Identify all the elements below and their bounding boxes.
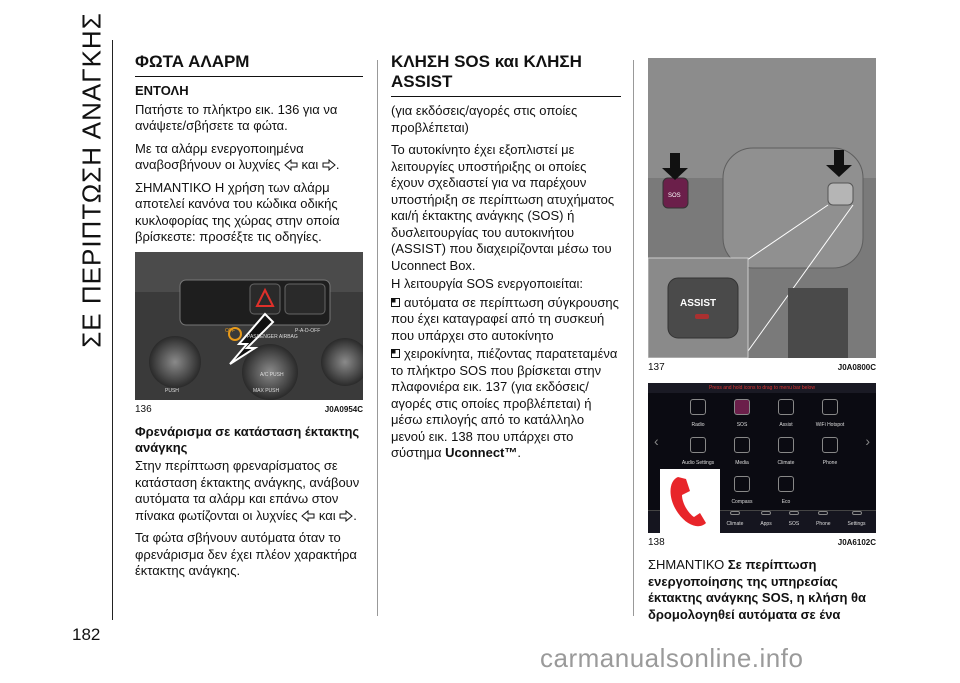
column-separator (633, 60, 634, 616)
off-label: OFF (225, 327, 235, 334)
menu-bar-item[interactable] (726, 511, 743, 533)
paragraph-indicators (135, 141, 363, 174)
app-tile[interactable] (764, 476, 808, 511)
ceiling-console-illustration (648, 58, 876, 358)
figure-code: J0A0800C (837, 363, 876, 372)
app-tile-label: Media (735, 460, 749, 466)
app-tile-label: SOS (736, 421, 748, 428)
chevron-left-icon[interactable]: ‹ (654, 432, 659, 449)
paragraph-press-button: Πατήστε το πλήκτρο εικ. 136 για να ανάψετε/σβήσετε τα φώτα. (135, 101, 338, 133)
right-arrow-indicator-icon (322, 159, 336, 171)
app-tile-label: Assist (779, 421, 793, 428)
figure-number: 136 (135, 403, 152, 415)
phone-handset-icon (660, 469, 720, 533)
app-tile-icon (734, 399, 750, 415)
left-arrow-indicator-icon (284, 159, 298, 171)
app-tile-icon (734, 437, 750, 453)
text: . (517, 445, 522, 460)
text: . (353, 507, 357, 523)
app-tile[interactable] (764, 437, 808, 472)
figure-137-ceiling-console (648, 58, 876, 358)
app-tile-label: Phone (822, 460, 838, 466)
push-label: PUSH (165, 387, 179, 394)
menu-bar-item-icon (789, 511, 799, 516)
app-tile-label: WiFi Hotspot (815, 421, 845, 428)
app-tile[interactable] (808, 399, 852, 434)
paragraph-sos-activation: Η λειτουργία SOS ενεργοποιείται: (391, 276, 584, 291)
chapter-title-text: ΣΕ ΠΕΡΙΠΤΩΣΗ ΑΝΑΓΚΗΣ (76, 12, 107, 348)
chevron-right-icon[interactable]: › (865, 432, 870, 449)
menu-bar-item[interactable] (816, 511, 830, 533)
dashboard-photo-illustration (135, 252, 363, 400)
menu-bar-item-label: Climate (726, 521, 744, 527)
app-tile[interactable] (808, 437, 852, 472)
phone-call-overlay (660, 469, 720, 533)
paragraph-description: Το αυτοκίνητο έχει εξοπλιστεί με λειτουργίες υποστήριξης οι οποίες έχουν σχεδιαστεί για να παρέχουν υποστήριξη σε περίπτωση ατυχήματος και/ή έκτακτης ανάγκης (SOS) ή δυσλειτουργίας του αυτοκινήτου (ASSIST) που διαχειρίζονται μέσω του Uconnect Box. (391, 142, 615, 273)
text: και (301, 157, 319, 172)
text: και (318, 507, 336, 523)
chapter-side-title (72, 12, 112, 348)
right-arrow-indicator-icon (339, 510, 353, 522)
figure-138-uconnect-screen (648, 383, 876, 533)
figure-136-hazard-button (135, 252, 363, 400)
left-arrow-indicator-icon (301, 510, 315, 522)
app-tile-label: Eco (781, 498, 791, 505)
figure-number: 137 (648, 362, 665, 373)
section-heading-sos-assist: ΚΛΗΣΗ SOS και ΚΛΗΣΗ ASSIST (391, 52, 621, 97)
subheading-emergency-braking: Φρενάρισμα σε κατάσταση έκτακτης ανάγκης (135, 424, 360, 455)
text: . (335, 157, 340, 172)
max-push-label: MAX PUSH (253, 387, 280, 394)
app-tile-icon (778, 437, 794, 453)
figure-138-caption (648, 535, 876, 552)
figure-code: J0A6102C (837, 537, 876, 547)
bullet-automatic (391, 295, 621, 345)
menu-bar-item[interactable] (760, 511, 771, 533)
figure-code: J0A0954C (324, 404, 363, 414)
paragraph-emergency-braking (135, 458, 363, 524)
pad-off-label: P-A-D-OFF (295, 327, 321, 334)
app-tile[interactable] (720, 437, 764, 472)
bullet-icon (391, 298, 400, 307)
menu-bar-item-label: Phone (816, 521, 831, 527)
menu-bar-item-label: Apps (760, 521, 772, 527)
screen-hint: Press and hold icons to drag to menu bar below (648, 383, 876, 393)
menu-bar-item[interactable] (847, 511, 865, 533)
bullet-manual (391, 346, 621, 462)
app-tile[interactable] (720, 399, 764, 434)
column-3 (648, 58, 876, 629)
sos-button-label: SOS (668, 193, 681, 199)
app-tile-icon (822, 399, 838, 415)
page-number: 182 (72, 625, 101, 644)
bold-text: Σε περίπτωση ενεργοποίησης της υπηρεσίας έκτακτης ανάγκης SOS, η κλήση θα δρομολογηθεί αυτόματα σε ένα (648, 557, 867, 622)
assist-button-label: ASSIST (680, 298, 717, 309)
column-1 (135, 52, 363, 586)
text: ΣΗΜΑΝΤΙΚΟ (648, 557, 725, 572)
menu-bar-item-label: SOS (788, 521, 800, 527)
app-tile-label: Climate (777, 460, 795, 466)
figure-137-caption (648, 360, 876, 377)
side-rule (112, 40, 113, 620)
app-tile-icon (822, 437, 838, 453)
app-tile-icon (778, 399, 794, 415)
app-tile-icon (690, 437, 706, 453)
text: χειροκίνητα, πιέζοντας παρατεταμένα το πλήκτρο SOS που βρίσκεται στην πλαφονιέρα εικ. 137 (για εκδόσεις/αγορές στις οποίες προβλέπεται) ή μέσω επιλογής από το κατάλληλο μενού εικ. 138 που υπάρχει στο σύστημα (391, 346, 618, 460)
app-tile-icon (778, 476, 794, 492)
app-tile[interactable] (764, 399, 808, 434)
passenger-airbag-label: PASSENGER AIRBAG (247, 333, 298, 340)
menu-bar-item-icon (852, 511, 862, 516)
app-tile[interactable] (676, 437, 720, 472)
text: Με τα αλάρμ ενεργοποιημένα αναβοσβήνουν οι λυχνίες (135, 140, 304, 172)
text: αυτόματα σε περίπτωση σύγκρουσης που έχει καταγραφεί από τη συσκευή που υπάρχει στο αυτοκίνητο (391, 294, 619, 343)
menu-bar-item-icon (818, 511, 828, 516)
figure-number: 138 (648, 536, 665, 548)
bullet-icon (391, 349, 400, 358)
figure-136-caption (135, 402, 363, 419)
column-2 (391, 52, 621, 468)
app-tile-label: Audio Settings (681, 460, 715, 466)
paragraph-availability: (για εκδόσεις/αγορές στις οποίες προβλέπεται) (391, 103, 578, 135)
paragraph-important: ΣΗΜΑΝΤΙΚΟ Η χρήση των αλάρμ αποτελεί κανόνα του κώδικα οδικής κυκλοφορίας της χώρας στην οποία βρίσκεστε: προσέξτε τις οδηγίες. (135, 179, 340, 244)
text: Στην περίπτωση φρεναρίσματος σε κατάσταση έκτακτης ανάγκης, ανάβουν αυτόματα τα αλάρμ και επάνω στον πίνακα φωτίζονται οι λυχνίες (135, 458, 360, 523)
menu-bar-item[interactable] (789, 511, 800, 533)
uconnect-text: Uconnect™ (445, 445, 518, 460)
app-tile-icon (690, 399, 706, 415)
section-heading-hazard-lights: ΦΩΤΑ ΑΛΑΡΜ (135, 52, 363, 77)
menu-bar-item-label: Settings (847, 521, 866, 527)
app-tile[interactable] (676, 399, 720, 434)
menu-bar-item-icon (761, 511, 771, 516)
watermark: carmanualsonline.info (540, 643, 804, 673)
paragraph-important-sos (648, 557, 876, 623)
subheading-command: ΕΝΤΟΛΗ (135, 83, 189, 98)
column-separator (377, 60, 378, 616)
menu-bar-item-icon (730, 511, 740, 516)
app-tile-label: Radio (691, 421, 705, 428)
app-tile-icon (734, 476, 750, 492)
app-tile-label: Compass (731, 498, 753, 505)
paragraph-lights-off: Τα φώτα σβήνουν αυτόματα όταν το φρενάρισμα δεν έχει πλέον χαρακτήρα έκτακτης ανάγκης. (135, 530, 357, 578)
ac-push-label: A/C PUSH (260, 371, 284, 378)
app-tile[interactable] (720, 476, 764, 511)
